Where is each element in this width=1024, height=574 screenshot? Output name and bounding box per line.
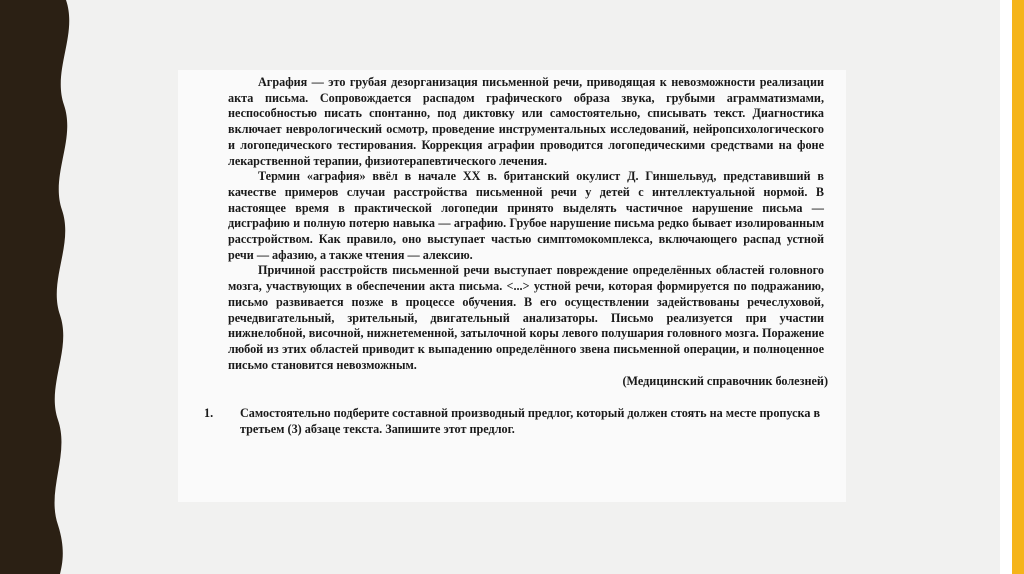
task-number: 1. xyxy=(204,406,214,421)
task-item xyxy=(204,406,824,437)
scanned-document xyxy=(178,70,846,502)
paragraph-2: Термин «аграфия» ввёл в начале XX в. британский окулист Д. Гиншельвуд, представивший в качестве примеров случаи расстройства письменной речи у детей с интеллектуальной нормой. В настоящее время в практической логопедии принято выделять частичное нарушение письма — дисграфию и полную потерю навыка — аграфию. Грубое нарушение письма редко бывает изолированным расстройством. Как правило, оно выступает частью симптомокомплекса, включающего распад устной речи — афазию, а также чтения — алексию. xyxy=(228,169,824,262)
paragraph-3: Причиной расстройств письменной речи выступает повреждение определённых областей головного мозга, участвующих в обеспечении акта письма. <...> устной речи, которая формируется по подражанию, письмо развивается позже в процессе обучения. В его осуществлении задействованы речеслуховой, речедвигательный, зрительный, двигательный анализаторы. Письмо реализуется при участии нижнелобной, височной, нижнетеменной, затылочной коры левого полушария головного мозга. Поражение любой из этих областей приводит к выпадению определённого звена письменной операции, и полноценное письмо становится невозможным. xyxy=(228,263,824,372)
source-citation: (Медицинский справочник болезней) xyxy=(622,374,828,389)
task-text: Самостоятельно подберите составной производный предлог, который должен стоять на месте пропуска в третьем (3) абзаце текста. Запишите этот предлог. xyxy=(240,406,821,436)
decorative-wavy-border xyxy=(0,0,80,574)
paragraph-1: Аграфия — это грубая дезорганизация письменной речи, приводящая к невозможности реализации акта письма. Сопровождается распадом графического образа звука, грубыми аграмматизмами, неспособностью писать спонтанно, под диктовку или самостоятельно, списывать текст. Диагностика включает неврологический осмотр, проведение инструментальных исследований, нейропсихологического и логопедического тестирования. Коррекция аграфии проводится логопедическими средствами на фоне лекарственной терапии, физиотерапевтического лечения. xyxy=(228,75,824,168)
right-gold-stripe xyxy=(1012,0,1024,574)
